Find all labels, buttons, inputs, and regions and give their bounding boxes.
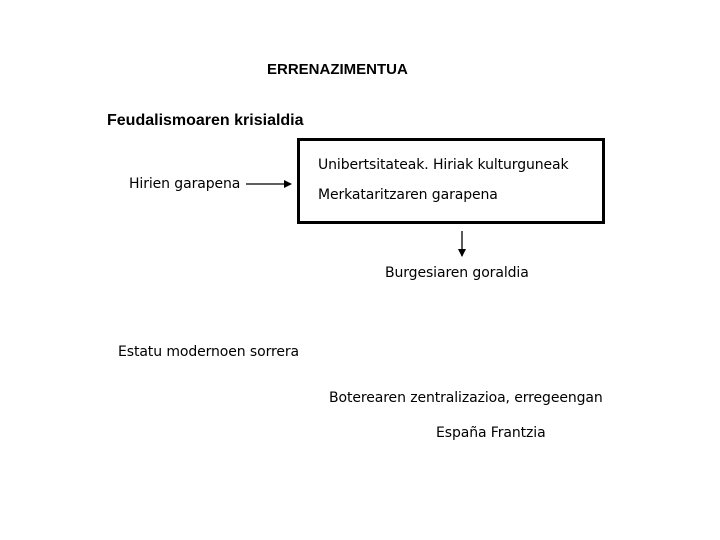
node-countries: España Frantzia [436, 425, 546, 441]
node-boterea: Boterearen zentralizazioa, erregeengan [329, 390, 603, 406]
node-estatu-modernoak: Estatu modernoen sorrera [118, 344, 299, 360]
box-line-commerce: Merkataritzaren garapena [318, 187, 498, 203]
node-burgesia: Burgesiaren goraldia [385, 265, 529, 281]
box-line-universities: Unibertsitateak. Hiriak kulturguneak [318, 157, 569, 173]
title: ERRENAZIMENTUA [267, 61, 408, 78]
subtitle: Feudalismoaren krisialdia [107, 112, 304, 129]
node-hirien-garapena: Hirien garapena [129, 176, 241, 192]
